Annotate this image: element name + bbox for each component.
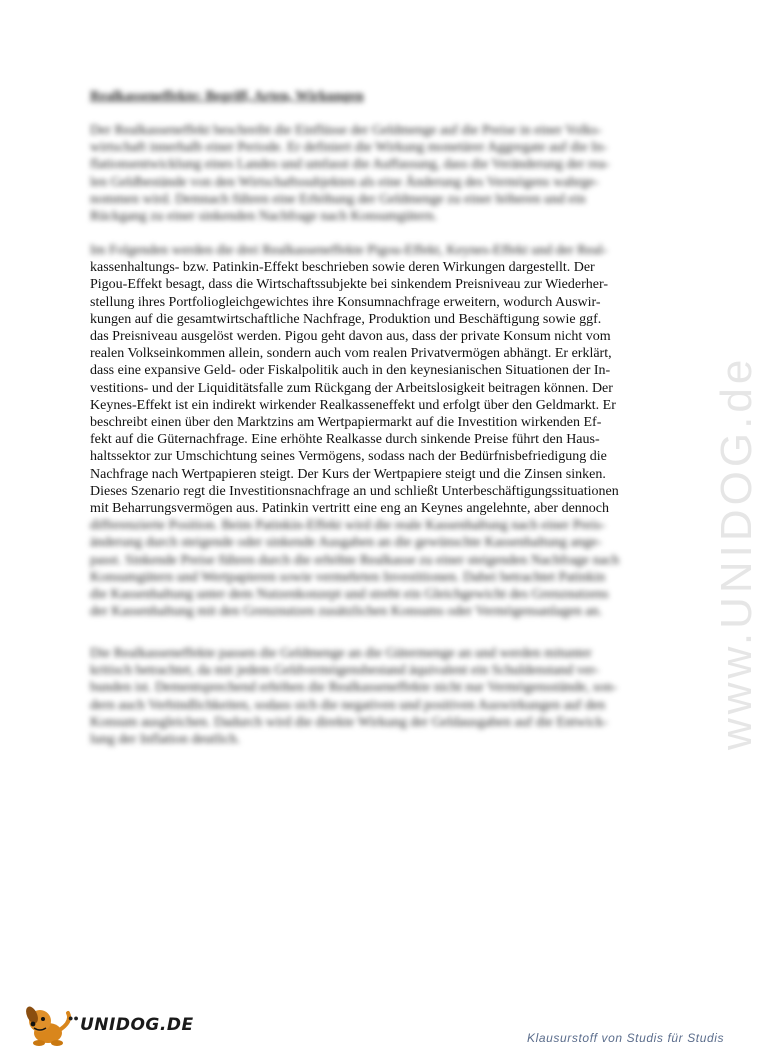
text-line: dern auch Verbindlichkeiten, sodass sich die negativen und positiven Auswirkungen auf den — [90, 697, 606, 713]
text-line: differenzierte Position. Beim Patinkin-Effekt wird die reale Kassenhaltung nach einer Preis- — [90, 518, 606, 534]
text-line: lung der Inflation deutlich. — [90, 732, 241, 748]
text-line: Nachfrage nach Wertpapieren steigt. Der Kurs der Wertpapiere steigt und die Zinsen sinken. — [90, 466, 606, 482]
text-line: Konsum ausgleichen. Dadurch wird die direkte Wirkung der Geldausgaben auf die Entwick- — [90, 714, 608, 730]
text-line: Dieses Szenario regt die Investitionsnachfrage an und schließt Unterbeschäftigungssituationen — [90, 483, 619, 499]
text-line: der Kassenhaltung mit den Grenznutzen zusätzlichen Konsums oder Vermögensanlagen an. — [90, 604, 603, 620]
text-line: fekt auf die Güternachfrage. Eine erhöhte Realkasse durch sinkende Preise führt den Haus- — [90, 432, 600, 448]
text-line: haltssektor zur Umschichtung seines Vermögens, sodass nach der Bedürfnisbefriedigung die — [90, 449, 607, 465]
text-line: stellung ihres Portfoliogleichgewichtes ihre Konsumnachfrage erweitern, wodurch Auswir- — [90, 294, 601, 310]
text-line: Pigou-Effekt besagt, dass die Wirtschaftssubjekte bei sinkendem Preisniveau zur Wiederher- — [90, 277, 609, 293]
document-heading: Realkasseneffekte: Begriff, Arten, Wirkungen — [90, 89, 364, 104]
text-line: passt. Sinkende Preise führen durch die erhöhte Realkasse zu einer steigenden Nachfrage nach — [90, 552, 620, 568]
text-line: das Preisniveau ausgelöst werden. Pigou geht davon aus, dass der private Konsum nicht vom — [90, 329, 611, 345]
text-line: realen Volkseinkommen allein, sondern auch vom realen Privatvermögen abhängt. Er erklärt, — [90, 346, 612, 362]
unidog-logo — [20, 1003, 194, 1047]
text-line: Konsumgütern und Wertpapieren sowie vermehrten Investitionen. Dabei betrachtet Patinkin — [90, 569, 606, 585]
paragraph-effects — [90, 242, 658, 620]
text-line: kritisch betrachtet, da mit jedem Geldvermögensbestand äquivalent ein Schuldenstand ver- — [90, 663, 600, 679]
text-line: Rückgang zu einer sinkenden Nachfrage nach Konsumgütern. — [90, 209, 438, 225]
text-line: dass eine expansive Geld- oder Fiskalpolitik auch in den keynesianischen Situationen der In- — [90, 363, 611, 379]
footer-tagline: Klausurstoff von Studis für Studis — [527, 1031, 725, 1045]
text-line: kungen auf die gesamtwirtschaftliche Nachfrage, Produktion und Beschäftigung sowie ggf. — [90, 311, 602, 327]
text-line: bunden ist. Dementsprechend erhöhen die Realkasseneffekte nicht nur Vermögensstände, son- — [90, 680, 618, 696]
text-line: änderung durch steigende oder sinkende Ausgaben an die gewünschte Kassenhaltung ange- — [90, 535, 602, 551]
text-line: len Geldbestände von den Wirtschaftssubjekten als eine Änderung des Vermögens wahrge- — [90, 174, 599, 190]
dog-mascot-icon — [20, 1003, 78, 1047]
text-line: kassenhaltungs- bzw. Patinkin-Effekt beschrieben sowie deren Wirkungen dargestellt. Der — [90, 260, 595, 276]
text-line: mit Beharrungsvermögen aus. Patinkin vertritt eine eng an Keynes angelehnte, aber dennoch — [90, 501, 609, 517]
logo-text: UNIDOG.DE — [80, 1015, 194, 1035]
text-line: nommen wird. Demnach führen eine Erhöhung der Geldmenge zu einer höheren und ein — [90, 191, 586, 207]
paw-icon: ●● — [68, 1013, 79, 1023]
text-line: Die Realkasseneffekte passen die Geldmenge an die Gütermenge an und werden mitunter — [90, 646, 592, 661]
text-line: Keynes-Effekt ist ein indirekt wirkender Realkasseneffekt und erfolgt über den Geldmarkt. Er — [90, 397, 616, 413]
text-line: die Kassenhaltung unter dem Nutzenkonzept und strebt ein Gleichgewicht des Grenznutzens — [90, 587, 609, 603]
text-line: wirtschaft innerhalb einer Periode. Er definiert die Wirkung monetärer Aggregate auf die In- — [90, 140, 608, 156]
text-line: Im Folgenden werden die drei Realkasseneffekte Pigou-Effekt, Keynes-Effekt und der Real- — [90, 243, 608, 258]
text-line: vestitions- und der Liquiditätsfalle zum Rückgang der Arbeitslosigkeit beitragen können. Der — [90, 380, 613, 396]
paragraph-intro — [90, 122, 658, 225]
watermark-text: www.UNIDOG.de — [712, 355, 761, 750]
text-line: beschreibt einen über den Marktzins am Wertpapiermarkt auf die Investition wirkenden Ef- — [90, 415, 602, 431]
text-line: Der Realkasseneffekt beschreibt die Einflüsse der Geldmenge auf die Preise in einer Volks- — [90, 123, 602, 138]
text-line: flationsentwicklung eines Landes und umfasst die Auffassung, dass die Veränderung der rea- — [90, 157, 610, 173]
paragraph-conclusion — [90, 645, 658, 748]
